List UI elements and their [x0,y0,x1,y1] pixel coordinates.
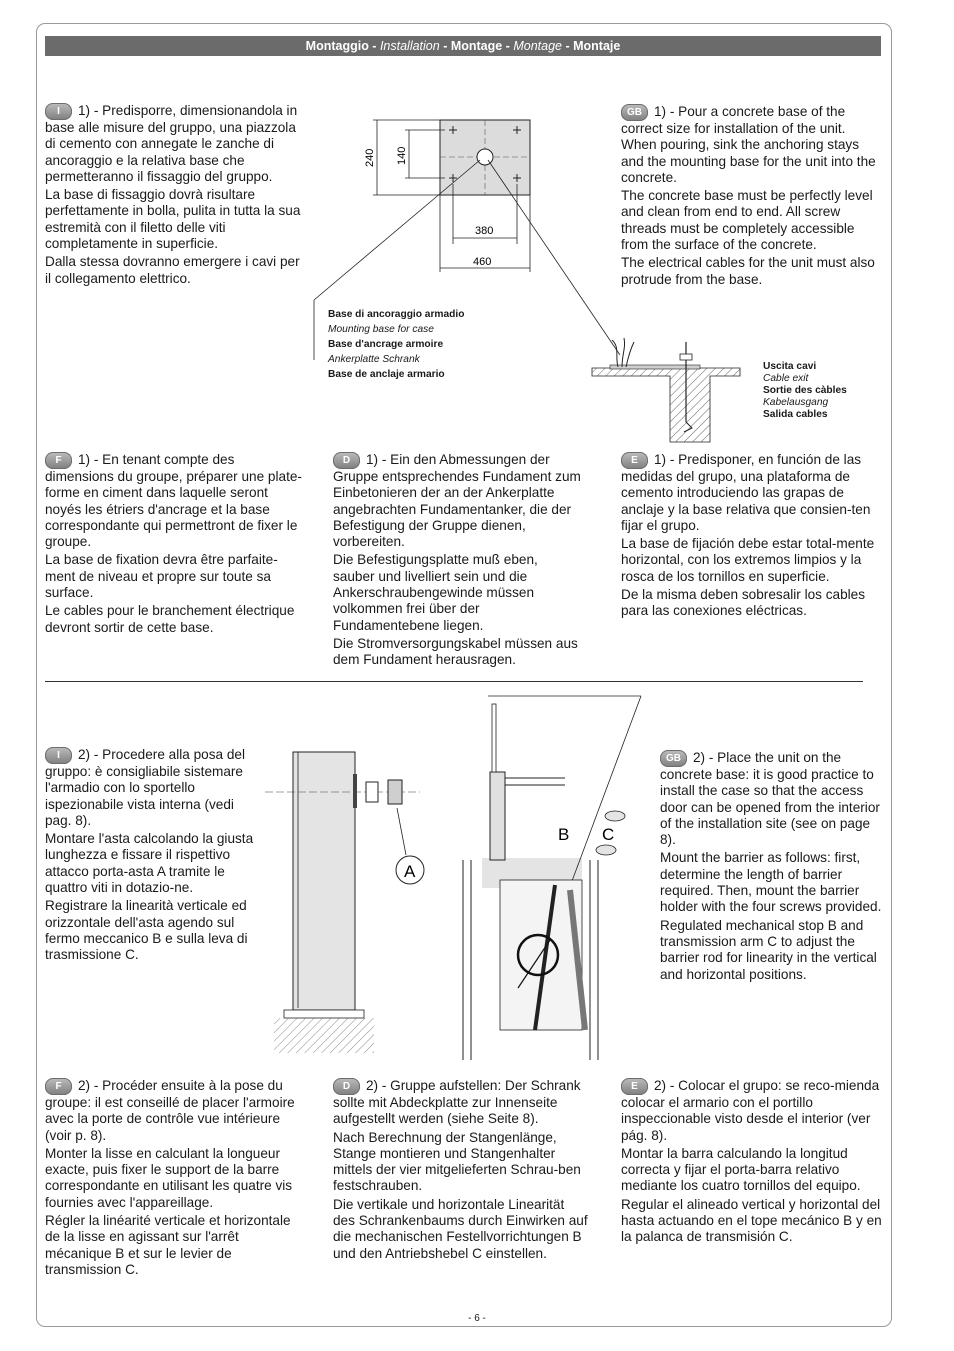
paragraph: The electrical cables for the unit must also protrude from the base. [621,255,875,287]
paragraph: Die vertikale und horizontale Linearität des Schrankenbaums durch Einwirken auf die mechanischen Festellvorrichtungen B und den Antriebshebel C einstellen. [333,1196,588,1261]
step2-fr-block [45,1078,307,1280]
paragraph: Montar la barra calculando la longitud correcta y fijar el porta-barra relativo mediante los cuatro tornillos del equipo. [621,1145,861,1194]
lang-badge-es: E [621,1078,648,1095]
paragraph: La base de fixation devra être parfaite-ment de niveau et propre sur toute sa surface. [45,552,278,601]
cable-caption [763,361,883,421]
lang-badge-es: E [621,452,648,469]
lang-badge-fr: F [45,1078,72,1095]
paragraph: Registrare la linearità verticale ed orizzontale dell'asta agendo sul fermo meccanico B e sulla leva di trasmissione C. [45,898,248,963]
paragraph: La base de fijación debe estar total-mente horizontal, con los extremos limpios y la rosca de los tornillos en superficie. [621,536,875,584]
paragraph: 2) - Gruppe aufstellen: Der Schrank sollte mit Abdeckplatte zur Innenseite aufgestellt werden (siehe Seite 8). [333,1078,581,1127]
lang-badge-it: I [45,103,72,120]
paragraph: 2) - Colocar el grupo: se reco-mienda colocar el armario con el portillo inspeccionable visto desde el interior (ver pág. 8). [621,1078,880,1143]
callout-a-label: A [404,862,416,881]
page-number [0,1313,954,1324]
paragraph: 1) - En tenant compte des dimensions du groupe, préparer une plate-forme en ciment dans laquelle seront noyés les étriers d'ancrage et la base correspondante qui permettront de fixer le groupe. [45,452,302,550]
section-divider [45,681,863,682]
paragraph: La base di fissaggio dovrà risultare perfettamente in bolla, pulita in tutta la sua estremità con il filetto delle viti completamente in superficie. [45,187,301,252]
step1-fr-block [45,452,303,638]
step1-gb-block [621,104,883,290]
paragraph: De la misma deben sobresalir los cables para las conexiones eléctricas. [621,587,866,619]
paragraph: Regulated mechanical stop B and transmission arm C to adjust the barrier rod for linearity in the vertical and horizontal positions. [660,917,877,982]
paragraph: 1) - Predisponer, en función de las medidas del grupo, una plataforma de cemento introduciendo las grapas de anclaje y la base relativa que consien-ten fijar el grupo. [621,452,871,533]
header-it: Montaggio - [305,39,380,53]
paragraph: Monter la lisse en calculant la longueur exacte, puis fixer le support de la barre correspondante en utilisant les quatre vis fournies avec l'appareillage. [45,1145,293,1210]
base-caption [328,307,528,382]
paragraph: Mount the barrier as follows: first, determine the length of barrier required. Then, mount the barrier holder with the four screws provided. [660,850,882,915]
cable-exit-drawing [590,332,760,447]
step2-de-block [333,1078,589,1264]
paragraph: 1) - Predisporre, dimensionandola in base alle misure del gruppo, una piazzola di cemento con annegate le zanche di ancoraggio e la relativa base che permetteranno il fissaggio del gruppo. [45,103,298,184]
caption-line: Base d'ancrage armoire [328,339,444,350]
step1-es-block [621,452,883,622]
paragraph: Montare l'asta calcolando la giusta lunghezza e fissare il rispettivo attacco porta-asta A tramite le quattro viti in dotazio-ne. [45,831,254,896]
header-es: - Montaje [561,39,621,53]
paragraph: Die Stromversorgungskabel müssen aus dem Fundament herausragen. [333,635,578,668]
step2-it-block [45,747,257,966]
paragraph: Dalla stessa dovranno emergere i cavi per il collegamento elettrico. [45,254,300,286]
paragraph: 1) - Ein den Abmessungen der Gruppe entsprechendes Fundament zum Einbetonieren der an der Ankerplatte angebrachten Fundamentanker, die der Befestigung der Gruppe dienen, vorbereiten. [333,452,581,550]
lang-badge-it: I [45,747,72,764]
page-number-text: - 6 - [460,1313,494,1324]
step1-it-block [45,103,303,289]
step2-es-block [621,1078,883,1248]
caption-line: Uscita cavi [763,361,817,372]
section-header [45,36,881,56]
lang-badge-de: D [333,1078,360,1095]
paragraph: Die Befestigungsplatte muß eben, sauber und livelliert sein und die Ankerschraubengewinde müssen volkommen frei über der Fundamentebene liegen. [333,552,538,633]
lang-badge-de: D [333,452,360,469]
caption-line: Base de anclaje armario [328,369,445,380]
header-fr: - Montage - [439,39,514,53]
caption-line: Base di ancoraggio armadio [328,309,465,320]
paragraph: Nach Berechnung der Stangenlänge, Stange montieren und Stangenhalter mittels der vier mitgelieferten Schrau-ben festschrauben. [333,1129,581,1194]
callout-b-label: B [558,825,570,844]
dim-140-label: 140 [396,146,408,165]
dim-240-label: 240 [364,148,376,167]
caption-line: Salida cables [763,409,828,420]
paragraph: Regular el alineado vertical y horizontal del hasta actuando en el tope mecánico B y en la palanca de transmisión C. [621,1196,882,1245]
lang-badge-gb: GB [621,104,648,121]
paragraph: 1) - Pour a concrete base of the correct size for installation of the unit. When pouring, sink the anchoring stays and the mounting base for the unit into the concrete. [621,104,876,185]
caption-line: Cable exit [763,373,809,384]
caption-line: Ankerplatte Schrank [328,354,420,365]
paragraph: 2) - Place the unit on the concrete base: it is good practice to install the case so that the access door can be opened from the interior of the installation site (see on page 8). [660,750,880,848]
caption-line: Mounting base for case [328,324,434,335]
caption-line: Sortie des càbles [763,385,847,396]
paragraph: Régler la linéarité verticale et horizontale de la lisse en agissant sur l'arrêt mécanique B et sur le levier de transmission C. [45,1213,291,1277]
dim-380-label: 380 [475,225,494,237]
step2-gb-block [660,750,885,985]
unit-installation-drawing [260,690,660,1065]
callout-c-label: C [602,825,615,844]
header-gb: Installation [379,39,440,53]
paragraph: Le cables pour le branchement électrique devront sortir de cette base. [45,603,295,635]
caption-line: Kabelausgang [763,397,829,408]
lang-badge-gb: GB [660,750,687,767]
paragraph: The concrete base must be perfectly level and clean from end to end. All screw threads must be completely accessible from the surface of the concrete. [621,188,873,253]
dim-460-label: 460 [473,256,492,268]
header-de: Montage [513,39,562,53]
step1-de-block [333,452,583,671]
paragraph: 2) - Procedere alla posa del gruppo: è consigliabile sistemare l'armadio con lo sportello ispezionabile vista interna (vedi pag. 8). [45,747,245,828]
lang-badge-fr: F [45,452,72,469]
paragraph: 2) - Procéder ensuite à la pose du groupe: il est conseillé de placer l'armoire avec la porte de contrôle vue intérieure (voir p. 8). [45,1078,295,1143]
